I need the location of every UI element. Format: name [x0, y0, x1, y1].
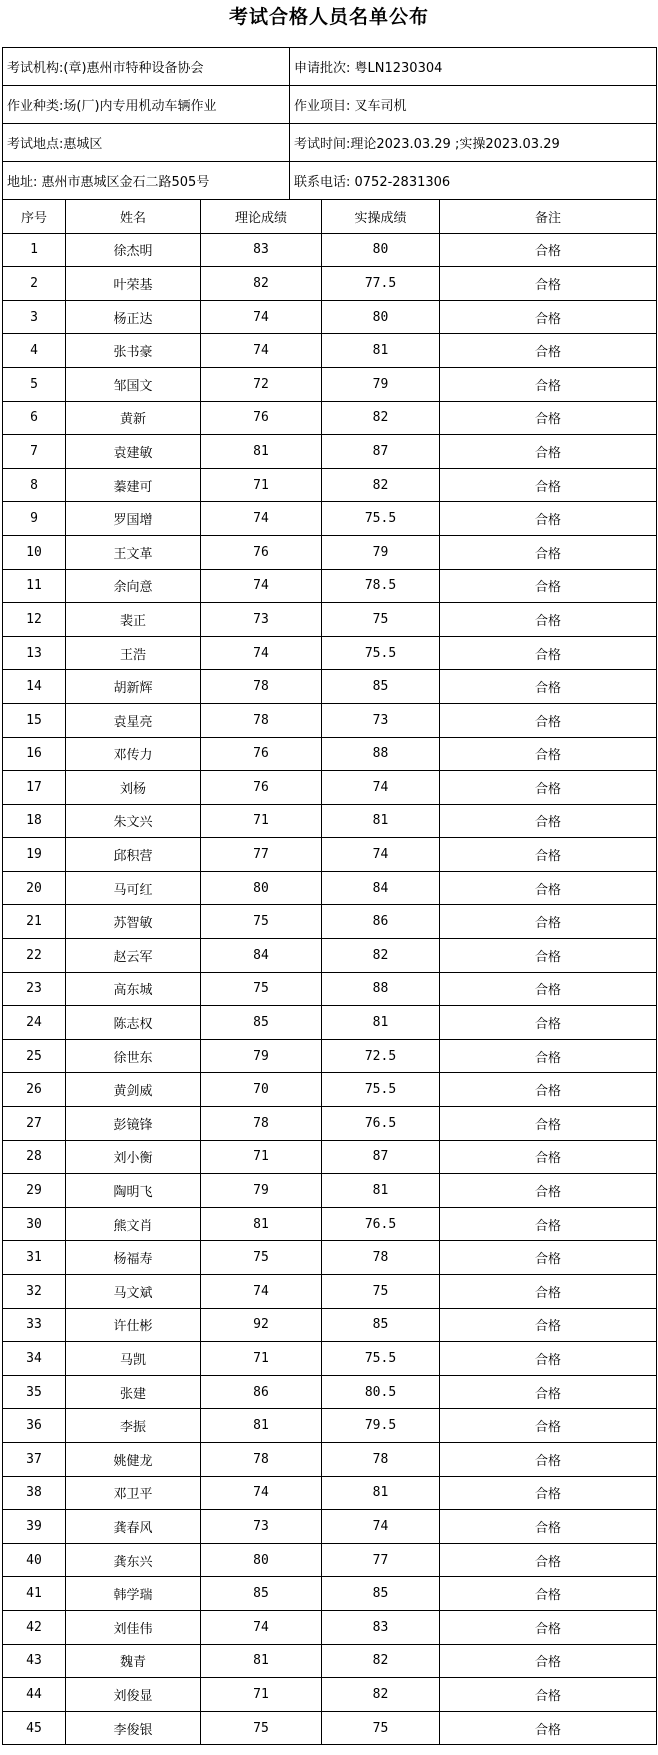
table-row	[3, 1644, 657, 1678]
remark: 合格	[440, 1107, 657, 1141]
col-header-theory: 理论成绩	[201, 200, 322, 234]
remark: 合格	[440, 1610, 657, 1644]
row-index: 9	[3, 502, 66, 536]
table-row	[3, 670, 657, 704]
theory-score: 74	[201, 1610, 322, 1644]
practical-score: 75	[322, 603, 440, 637]
theory-score: 80	[201, 1543, 322, 1577]
remark: 合格	[440, 737, 657, 771]
remark: 合格	[440, 905, 657, 939]
person-name: 李振	[66, 1409, 201, 1443]
table-row	[3, 703, 657, 737]
row-index: 44	[3, 1678, 66, 1712]
theory-score: 78	[201, 670, 322, 704]
remark: 合格	[440, 871, 657, 905]
table-row	[3, 1577, 657, 1611]
theory-score: 81	[201, 435, 322, 469]
table-row	[3, 233, 657, 267]
theory-score: 82	[201, 267, 322, 301]
row-index: 13	[3, 636, 66, 670]
practical-score: 77.5	[322, 267, 440, 301]
practical-score: 82	[322, 1644, 440, 1678]
row-index: 42	[3, 1610, 66, 1644]
person-name: 马凯	[66, 1342, 201, 1376]
remark: 合格	[440, 1308, 657, 1342]
practical-score: 81	[322, 1476, 440, 1510]
remark: 合格	[440, 838, 657, 872]
person-name: 余向意	[66, 569, 201, 603]
contact-phone: 联系电话: 0752-2831306	[290, 162, 657, 200]
remark: 合格	[440, 1476, 657, 1510]
theory-score: 71	[201, 804, 322, 838]
row-index: 14	[3, 670, 66, 704]
row-index: 17	[3, 771, 66, 805]
row-index: 23	[3, 972, 66, 1006]
table-row	[3, 1610, 657, 1644]
work-item: 作业项目: 叉车司机	[290, 86, 657, 124]
theory-score: 81	[201, 1644, 322, 1678]
row-index: 34	[3, 1342, 66, 1376]
table-row	[3, 1107, 657, 1141]
table-row	[3, 1207, 657, 1241]
row-index: 12	[3, 603, 66, 637]
table-row	[3, 636, 657, 670]
practical-score: 87	[322, 1140, 440, 1174]
person-name: 马可红	[66, 871, 201, 905]
person-name: 李俊银	[66, 1711, 201, 1745]
person-name: 高东城	[66, 972, 201, 1006]
remark: 合格	[440, 569, 657, 603]
table-row	[3, 367, 657, 401]
row-index: 19	[3, 838, 66, 872]
person-name: 袁建敏	[66, 435, 201, 469]
remark: 合格	[440, 1039, 657, 1073]
person-name: 徐杰明	[66, 233, 201, 267]
person-name: 杨正达	[66, 300, 201, 334]
info-row	[3, 124, 657, 162]
remark: 合格	[440, 1543, 657, 1577]
person-name: 徐世东	[66, 1039, 201, 1073]
person-name: 熊文肖	[66, 1207, 201, 1241]
table-row	[3, 1476, 657, 1510]
row-index: 45	[3, 1711, 66, 1745]
row-index: 16	[3, 737, 66, 771]
theory-score: 85	[201, 1577, 322, 1611]
practical-score: 85	[322, 670, 440, 704]
person-name: 叶荣基	[66, 267, 201, 301]
person-name: 杨福寿	[66, 1241, 201, 1275]
row-index: 11	[3, 569, 66, 603]
theory-score: 86	[201, 1375, 322, 1409]
row-index: 2	[3, 267, 66, 301]
theory-score: 75	[201, 972, 322, 1006]
practical-score: 74	[322, 838, 440, 872]
table-row	[3, 502, 657, 536]
theory-score: 80	[201, 871, 322, 905]
practical-score: 80	[322, 300, 440, 334]
exam-info-table	[2, 47, 657, 200]
row-index: 31	[3, 1241, 66, 1275]
theory-score: 74	[201, 636, 322, 670]
practical-score: 74	[322, 771, 440, 805]
theory-score: 74	[201, 1476, 322, 1510]
remark: 合格	[440, 603, 657, 637]
theory-score: 76	[201, 401, 322, 435]
table-row	[3, 1375, 657, 1409]
remark: 合格	[440, 334, 657, 368]
remark: 合格	[440, 1241, 657, 1275]
practical-score: 78	[322, 1241, 440, 1275]
person-name: 邓卫平	[66, 1476, 201, 1510]
person-name: 袁星亮	[66, 703, 201, 737]
person-name: 韩学瑞	[66, 1577, 201, 1611]
header-row	[3, 200, 657, 234]
person-name: 黄剑威	[66, 1073, 201, 1107]
theory-score: 75	[201, 1241, 322, 1275]
practical-score: 75	[322, 1275, 440, 1309]
practical-score: 79	[322, 367, 440, 401]
row-index: 27	[3, 1107, 66, 1141]
theory-score: 78	[201, 703, 322, 737]
remark: 合格	[440, 468, 657, 502]
practical-score: 88	[322, 737, 440, 771]
row-index: 41	[3, 1577, 66, 1611]
remark: 合格	[440, 771, 657, 805]
table-row	[3, 1510, 657, 1544]
exam-time: 考试时间:理论2023.03.29 ;实操2023.03.29	[290, 124, 657, 162]
row-index: 32	[3, 1275, 66, 1309]
exam-location: 考试地点:惠城区	[3, 124, 290, 162]
practical-score: 84	[322, 871, 440, 905]
row-index: 40	[3, 1543, 66, 1577]
remark: 合格	[440, 939, 657, 973]
practical-score: 73	[322, 703, 440, 737]
person-name: 邓传力	[66, 737, 201, 771]
table-row	[3, 1006, 657, 1040]
practical-score: 79	[322, 535, 440, 569]
page-title: 考试合格人员名单公布	[228, 6, 429, 28]
exam-org: 考试机构:(章)惠州市特种设备协会	[3, 48, 290, 86]
theory-score: 79	[201, 1039, 322, 1073]
practical-score: 74	[322, 1510, 440, 1544]
remark: 合格	[440, 1678, 657, 1712]
person-name: 黄新	[66, 401, 201, 435]
person-name: 赵云军	[66, 939, 201, 973]
practical-score: 75	[322, 1711, 440, 1745]
theory-score: 74	[201, 300, 322, 334]
row-index: 36	[3, 1409, 66, 1443]
practical-score: 83	[322, 1610, 440, 1644]
practical-score: 75.5	[322, 1073, 440, 1107]
practical-score: 78	[322, 1442, 440, 1476]
row-index: 5	[3, 367, 66, 401]
table-row	[3, 1308, 657, 1342]
table-row	[3, 1140, 657, 1174]
practical-score: 85	[322, 1308, 440, 1342]
remark: 合格	[440, 1073, 657, 1107]
info-row	[3, 48, 657, 86]
theory-score: 71	[201, 1678, 322, 1712]
table-row	[3, 1678, 657, 1712]
row-index: 37	[3, 1442, 66, 1476]
table-row	[3, 1073, 657, 1107]
practical-score: 82	[322, 939, 440, 973]
theory-score: 71	[201, 468, 322, 502]
remark: 合格	[440, 367, 657, 401]
theory-score: 76	[201, 535, 322, 569]
table-row	[3, 1442, 657, 1476]
table-row	[3, 1039, 657, 1073]
table-row	[3, 535, 657, 569]
theory-score: 71	[201, 1140, 322, 1174]
table-row	[3, 1174, 657, 1208]
row-index: 22	[3, 939, 66, 973]
table-row	[3, 771, 657, 805]
practical-score: 88	[322, 972, 440, 1006]
remark: 合格	[440, 502, 657, 536]
person-name: 马文斌	[66, 1275, 201, 1309]
theory-score: 81	[201, 1409, 322, 1443]
row-index: 24	[3, 1006, 66, 1040]
practical-score: 81	[322, 334, 440, 368]
person-name: 姚健龙	[66, 1442, 201, 1476]
results-body	[3, 233, 657, 1745]
remark: 合格	[440, 1375, 657, 1409]
remark: 合格	[440, 1577, 657, 1611]
practical-score: 81	[322, 1174, 440, 1208]
table-row	[3, 1275, 657, 1309]
theory-score: 73	[201, 1510, 322, 1544]
remark: 合格	[440, 233, 657, 267]
remark: 合格	[440, 670, 657, 704]
table-row	[3, 804, 657, 838]
results-table	[2, 199, 657, 1745]
person-name: 龚春风	[66, 1510, 201, 1544]
table-row	[3, 737, 657, 771]
practical-score: 76.5	[322, 1207, 440, 1241]
theory-score: 92	[201, 1308, 322, 1342]
theory-score: 84	[201, 939, 322, 973]
person-name: 裴正	[66, 603, 201, 637]
table-row	[3, 972, 657, 1006]
row-index: 21	[3, 905, 66, 939]
table-row	[3, 905, 657, 939]
row-index: 7	[3, 435, 66, 469]
person-name: 胡新辉	[66, 670, 201, 704]
remark: 合格	[440, 972, 657, 1006]
remark: 合格	[440, 1275, 657, 1309]
col-header-practical: 实操成绩	[322, 200, 440, 234]
person-name: 王浩	[66, 636, 201, 670]
person-name: 王文革	[66, 535, 201, 569]
remark: 合格	[440, 535, 657, 569]
row-index: 28	[3, 1140, 66, 1174]
person-name: 邹国文	[66, 367, 201, 401]
person-name: 刘俊显	[66, 1678, 201, 1712]
row-index: 6	[3, 401, 66, 435]
practical-score: 75.5	[322, 1342, 440, 1376]
person-name: 朱文兴	[66, 804, 201, 838]
remark: 合格	[440, 1442, 657, 1476]
address: 地址: 惠州市惠城区金石二路505号	[3, 162, 290, 200]
remark: 合格	[440, 1644, 657, 1678]
table-row	[3, 1543, 657, 1577]
practical-score: 77	[322, 1543, 440, 1577]
col-header-name: 姓名	[66, 200, 201, 234]
person-name: 刘小衡	[66, 1140, 201, 1174]
practical-score: 87	[322, 435, 440, 469]
practical-score: 82	[322, 468, 440, 502]
practical-score: 72.5	[322, 1039, 440, 1073]
remark: 合格	[440, 1510, 657, 1544]
theory-score: 73	[201, 603, 322, 637]
table-row	[3, 334, 657, 368]
table-row	[3, 1409, 657, 1443]
row-index: 15	[3, 703, 66, 737]
person-name: 邱积营	[66, 838, 201, 872]
practical-score: 75.5	[322, 636, 440, 670]
row-index: 10	[3, 535, 66, 569]
theory-score: 74	[201, 1275, 322, 1309]
table-row	[3, 939, 657, 973]
practical-score: 79.5	[322, 1409, 440, 1443]
theory-score: 81	[201, 1207, 322, 1241]
person-name: 许仕彬	[66, 1308, 201, 1342]
remark: 合格	[440, 1207, 657, 1241]
remark: 合格	[440, 401, 657, 435]
person-name: 魏青	[66, 1644, 201, 1678]
theory-score: 75	[201, 1711, 322, 1745]
person-name: 龚东兴	[66, 1543, 201, 1577]
row-index: 30	[3, 1207, 66, 1241]
practical-score: 76.5	[322, 1107, 440, 1141]
remark: 合格	[440, 435, 657, 469]
practical-score: 78.5	[322, 569, 440, 603]
person-name: 张书豪	[66, 334, 201, 368]
remark: 合格	[440, 804, 657, 838]
row-index: 3	[3, 300, 66, 334]
remark: 合格	[440, 1006, 657, 1040]
person-name: 刘佳伟	[66, 1610, 201, 1644]
table-row	[3, 435, 657, 469]
person-name: 苏智敏	[66, 905, 201, 939]
row-index: 1	[3, 233, 66, 267]
table-row	[3, 569, 657, 603]
theory-score: 78	[201, 1107, 322, 1141]
practical-score: 85	[322, 1577, 440, 1611]
row-index: 26	[3, 1073, 66, 1107]
row-index: 39	[3, 1510, 66, 1544]
practical-score: 80	[322, 233, 440, 267]
theory-score: 76	[201, 771, 322, 805]
remark: 合格	[440, 1711, 657, 1745]
person-name: 陈志权	[66, 1006, 201, 1040]
theory-score: 70	[201, 1073, 322, 1107]
row-index: 33	[3, 1308, 66, 1342]
theory-score: 71	[201, 1342, 322, 1376]
row-index: 20	[3, 871, 66, 905]
theory-score: 85	[201, 1006, 322, 1040]
table-row	[3, 468, 657, 502]
person-name: 陶明飞	[66, 1174, 201, 1208]
col-header-index: 序号	[3, 200, 66, 234]
row-index: 43	[3, 1644, 66, 1678]
table-row	[3, 603, 657, 637]
remark: 合格	[440, 267, 657, 301]
remark: 合格	[440, 1140, 657, 1174]
theory-score: 72	[201, 367, 322, 401]
person-name: 彭镜锋	[66, 1107, 201, 1141]
row-index: 8	[3, 468, 66, 502]
remark: 合格	[440, 1342, 657, 1376]
person-name: 罗国增	[66, 502, 201, 536]
practical-score: 80.5	[322, 1375, 440, 1409]
remark: 合格	[440, 703, 657, 737]
theory-score: 75	[201, 905, 322, 939]
practical-score: 81	[322, 1006, 440, 1040]
remark: 合格	[440, 1174, 657, 1208]
info-row	[3, 162, 657, 200]
row-index: 35	[3, 1375, 66, 1409]
table-row	[3, 267, 657, 301]
person-name: 张建	[66, 1375, 201, 1409]
table-row	[3, 1711, 657, 1745]
table-row	[3, 838, 657, 872]
remark: 合格	[440, 636, 657, 670]
practical-score: 82	[322, 401, 440, 435]
person-name: 蓁建可	[66, 468, 201, 502]
info-row	[3, 86, 657, 124]
theory-score: 83	[201, 233, 322, 267]
practical-score: 75.5	[322, 502, 440, 536]
table-row	[3, 401, 657, 435]
theory-score: 76	[201, 737, 322, 771]
col-header-remark: 备注	[440, 200, 657, 234]
remark: 合格	[440, 300, 657, 334]
row-index: 29	[3, 1174, 66, 1208]
theory-score: 78	[201, 1442, 322, 1476]
theory-score: 74	[201, 502, 322, 536]
remark: 合格	[440, 1409, 657, 1443]
practical-score: 86	[322, 905, 440, 939]
table-row	[3, 1241, 657, 1275]
row-index: 18	[3, 804, 66, 838]
table-row	[3, 871, 657, 905]
practical-score: 82	[322, 1678, 440, 1712]
work-category: 作业种类:场(厂)内专用机动车辆作业	[3, 86, 290, 124]
table-row	[3, 300, 657, 334]
theory-score: 79	[201, 1174, 322, 1208]
table-row	[3, 1342, 657, 1376]
practical-score: 81	[322, 804, 440, 838]
apply-batch: 申请批次: 粤LN1230304	[290, 48, 657, 86]
person-name: 刘杨	[66, 771, 201, 805]
theory-score: 77	[201, 838, 322, 872]
theory-score: 74	[201, 569, 322, 603]
theory-score: 74	[201, 334, 322, 368]
row-index: 25	[3, 1039, 66, 1073]
row-index: 38	[3, 1476, 66, 1510]
row-index: 4	[3, 334, 66, 368]
